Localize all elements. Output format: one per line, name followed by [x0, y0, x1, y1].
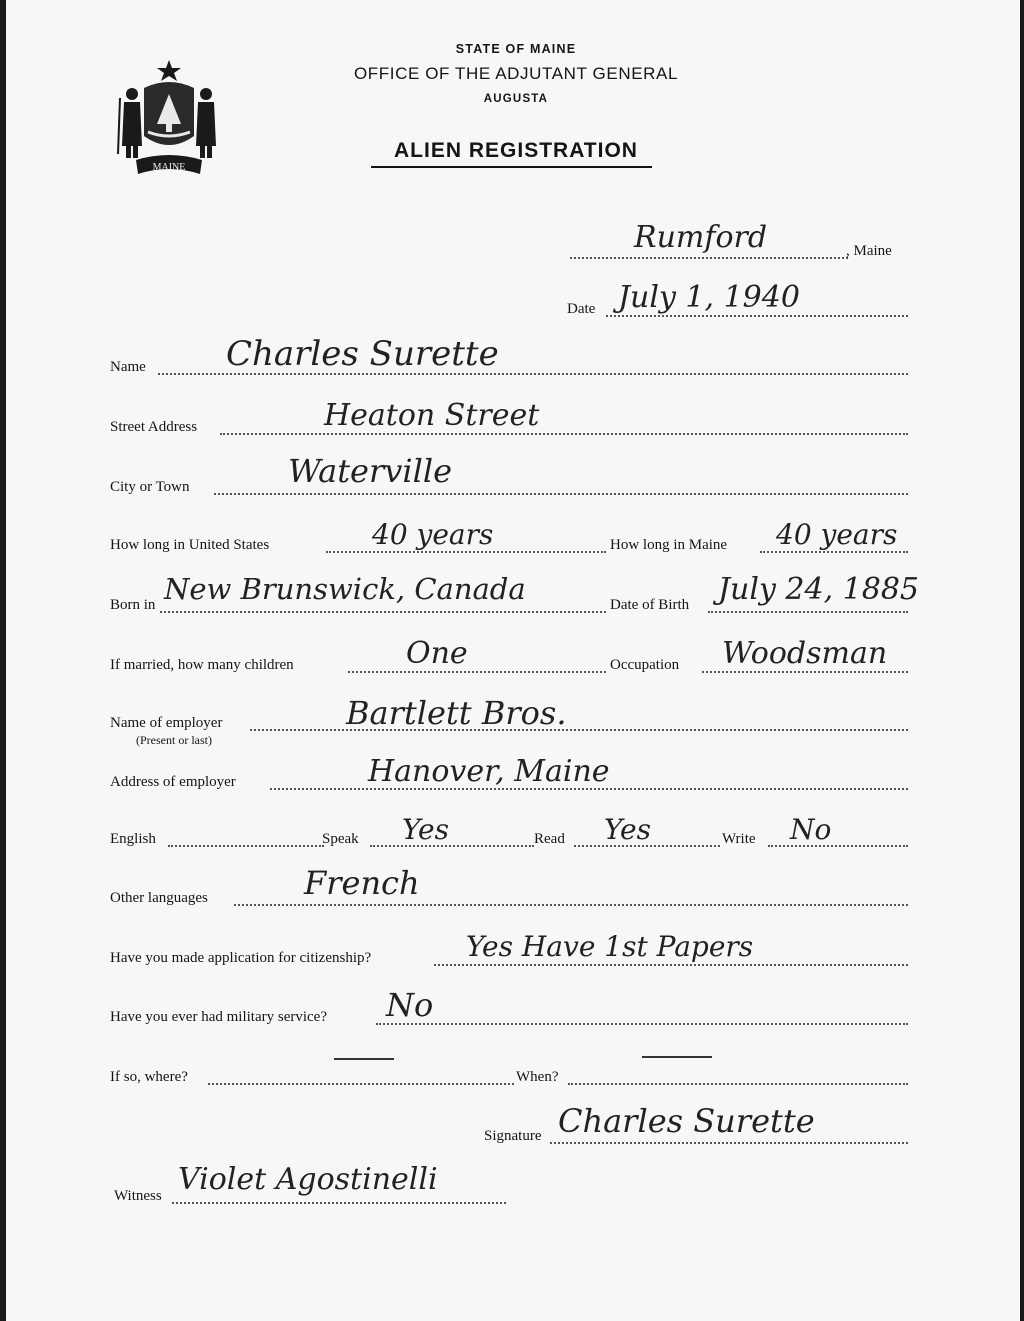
military-value: No: [386, 986, 434, 1024]
english-line: [168, 845, 324, 847]
maine-suffix: , Maine: [846, 243, 892, 259]
read-label: Read: [534, 831, 565, 847]
header-office: OFFICE OF THE ADJUTANT GENERAL: [353, 64, 679, 83]
street-value: Heaton Street: [324, 398, 540, 433]
title-underline: [371, 166, 652, 168]
dob-label: Date of Birth: [610, 597, 690, 613]
date-line: [606, 315, 908, 317]
state-seal-icon: [114, 58, 224, 176]
long-maine-label: How long in Maine: [610, 537, 728, 553]
citizenship-value: Yes Have 1st Papers: [466, 930, 754, 963]
dob-value: July 24, 1885: [718, 572, 920, 607]
children-value: One: [406, 636, 468, 671]
occupation-value: Woodsman: [722, 636, 888, 671]
children-label: If married, how many children: [110, 657, 294, 673]
write-label: Write: [722, 831, 756, 847]
children-line: [348, 671, 606, 673]
name-value: Charles Surette: [226, 334, 499, 374]
speak-line: [370, 845, 534, 847]
city-line: [214, 493, 908, 495]
date-value: July 1, 1940: [618, 280, 800, 315]
long-maine-value: 40 years: [776, 518, 898, 551]
occupation-line: [702, 671, 908, 673]
form-title: ALIEN REGISTRATION: [394, 139, 638, 162]
dob-line: [708, 611, 908, 613]
city-value: Waterville: [288, 452, 452, 490]
read-value: Yes: [604, 813, 651, 846]
long-maine-line: [760, 551, 908, 553]
employer-address-value: Hanover, Maine: [368, 754, 610, 789]
seal-maine-text: MAINE: [152, 162, 186, 173]
other-lang-line: [234, 904, 908, 906]
town-value: Rumford: [634, 220, 768, 255]
when-dash: [642, 1056, 712, 1058]
employer-note: (Present or last): [136, 733, 212, 747]
street-label: Street Address: [110, 419, 198, 435]
witness-line: [172, 1202, 506, 1204]
born-in-line: [160, 611, 606, 613]
employer-value: Bartlett Bros.: [346, 694, 567, 732]
citizenship-label: Have you made application for citizenship?: [110, 950, 372, 966]
long-us-label: How long in United States: [110, 537, 270, 553]
born-in-value: New Brunswick, Canada: [164, 572, 526, 606]
long-us-value: 40 years: [372, 518, 494, 551]
write-line: [768, 845, 908, 847]
employer-address-label: Address of employer: [110, 774, 236, 790]
signature-value: Charles Surette: [558, 1102, 815, 1140]
witness-value: Violet Agostinelli: [178, 1162, 438, 1197]
street-line: [220, 433, 908, 435]
where-dash: [334, 1058, 394, 1060]
speak-value: Yes: [402, 813, 449, 846]
signature-label: Signature: [484, 1128, 542, 1144]
speak-label: Speak: [322, 831, 359, 847]
town-line: [570, 257, 848, 259]
born-in-label: Born in: [110, 597, 156, 613]
other-lang-value: French: [304, 864, 420, 902]
citizenship-line: [434, 964, 908, 966]
when-line: [568, 1083, 908, 1085]
write-value: No: [790, 813, 832, 846]
signature-line: [550, 1142, 908, 1144]
header-state: STATE OF MAINE: [455, 42, 577, 56]
employer-label: Name of employer: [110, 715, 223, 731]
military-label: Have you ever had military service?: [110, 1009, 327, 1025]
where-line: [208, 1083, 514, 1085]
occupation-label: Occupation: [610, 657, 680, 673]
other-lang-label: Other languages: [110, 890, 208, 906]
where-label: If so, where?: [110, 1069, 188, 1085]
registration-form: [6, 0, 1020, 1321]
military-line: [376, 1023, 908, 1025]
english-label: English: [110, 831, 156, 847]
long-us-line: [326, 551, 606, 553]
date-label: Date: [567, 301, 596, 317]
header-city: AUGUSTA: [483, 93, 549, 105]
name-label: Name: [110, 359, 146, 375]
when-label: When?: [516, 1069, 559, 1085]
witness-label: Witness: [114, 1188, 162, 1204]
city-label: City or Town: [110, 479, 190, 495]
